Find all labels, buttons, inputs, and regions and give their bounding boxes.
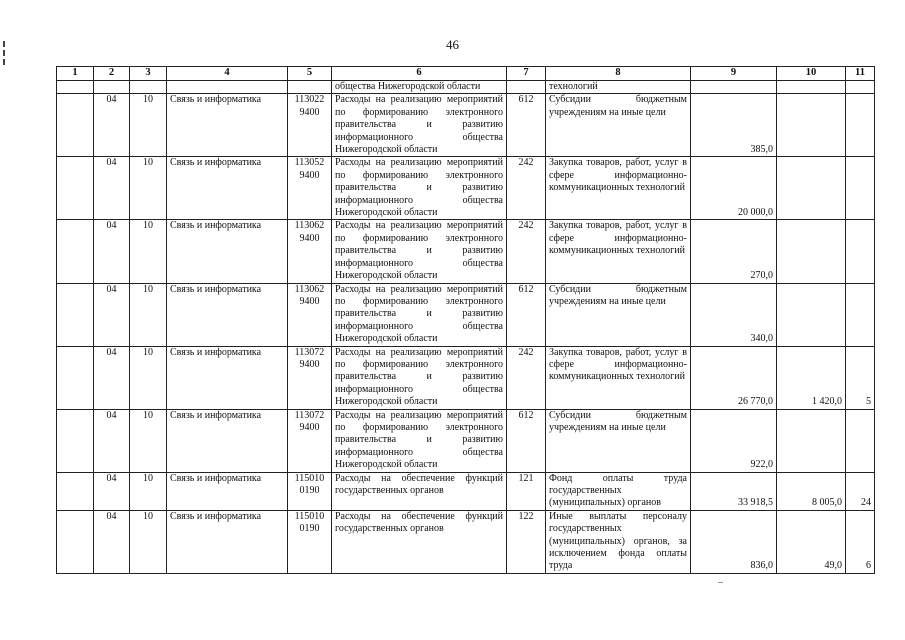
expense-type-code: 121 bbox=[507, 472, 546, 510]
empty-cell bbox=[57, 346, 94, 409]
subsection-code: 10 bbox=[130, 409, 167, 472]
expense-type-code: 122 bbox=[507, 510, 546, 573]
amount-col10 bbox=[777, 409, 846, 472]
table-row bbox=[57, 346, 875, 409]
expense-description: Расходы на обеспечение функций государственных органов bbox=[332, 472, 507, 510]
expense-description: Расходы на реализацию мероприятий по формированию электронного правительства и развитию информационного общества Нижегородской области bbox=[332, 220, 507, 283]
amount-col10 bbox=[777, 94, 846, 157]
section-name: Связь и информатика bbox=[167, 472, 288, 510]
expense-type-name: Субсидии бюджетным учреждениям на иные цели bbox=[546, 409, 691, 472]
table-row bbox=[57, 94, 875, 157]
expense-description: Расходы на реализацию мероприятий по формированию электронного правительства и развитию информационного общества Нижегородской области bbox=[332, 94, 507, 157]
expense-type-name: Фонд оплаты труда государственных (муниципальных) органов bbox=[546, 472, 691, 510]
amount-col11: 5 bbox=[846, 346, 875, 409]
target-article-code: 113072 9400 bbox=[288, 409, 332, 472]
expense-type-code: 242 bbox=[507, 346, 546, 409]
target-article-code: 115010 0190 bbox=[288, 472, 332, 510]
expense-type-name: Субсидии бюджетным учреждениям на иные цели bbox=[546, 94, 691, 157]
table-row bbox=[57, 409, 875, 472]
header-cell: 9 bbox=[691, 67, 777, 81]
table-row bbox=[57, 157, 875, 220]
target-article-code: 113052 9400 bbox=[288, 157, 332, 220]
amount-col9: 385,0 bbox=[691, 94, 777, 157]
subsection-code: 10 bbox=[130, 472, 167, 510]
continuation-row bbox=[57, 81, 875, 94]
expense-description: Расходы на реализацию мероприятий по формированию электронного правительства и развитию информационного общества Нижегородской области bbox=[332, 409, 507, 472]
amount-col10 bbox=[777, 157, 846, 220]
amount-col9: 836,0 bbox=[691, 510, 777, 573]
continuation-text: технологий bbox=[546, 81, 691, 94]
section-code: 04 bbox=[94, 283, 130, 346]
subsection-code: 10 bbox=[130, 346, 167, 409]
empty-cell bbox=[57, 472, 94, 510]
expense-type-name: Закупка товаров, работ, услуг в сфере информационно-коммуникационных технологий bbox=[546, 220, 691, 283]
target-article-code: 113062 9400 bbox=[288, 283, 332, 346]
amount-col11 bbox=[846, 157, 875, 220]
amount-col9: 270,0 bbox=[691, 220, 777, 283]
section-code: 04 bbox=[94, 510, 130, 573]
empty-cell bbox=[57, 220, 94, 283]
amount-col9: 33 918,5 bbox=[691, 472, 777, 510]
amount-col9: 340,0 bbox=[691, 283, 777, 346]
empty-cell bbox=[57, 510, 94, 573]
section-code: 04 bbox=[94, 409, 130, 472]
subsection-code: 10 bbox=[130, 220, 167, 283]
header-cell: 3 bbox=[130, 67, 167, 81]
section-name: Связь и информатика bbox=[167, 220, 288, 283]
table-row bbox=[57, 472, 875, 510]
expense-type-name: Иные выплаты персоналу государственных (муниципальных) органов, за исключением фонда оплаты труда bbox=[546, 510, 691, 573]
expense-type-code: 612 bbox=[507, 283, 546, 346]
subsection-code: 10 bbox=[130, 283, 167, 346]
header-cell: 5 bbox=[288, 67, 332, 81]
expense-type-name: Субсидии бюджетным учреждениям на иные цели bbox=[546, 283, 691, 346]
target-article-code: 115010 0190 bbox=[288, 510, 332, 573]
table-row bbox=[57, 283, 875, 346]
amount-col11 bbox=[846, 283, 875, 346]
expense-description: Расходы на обеспечение функций государственных органов bbox=[332, 510, 507, 573]
expense-type-name: Закупка товаров, работ, услуг в сфере информационно-коммуникационных технологий bbox=[546, 346, 691, 409]
amount-col10 bbox=[777, 220, 846, 283]
section-code: 04 bbox=[94, 220, 130, 283]
section-name: Связь и информатика bbox=[167, 157, 288, 220]
section-name: Связь и информатика bbox=[167, 94, 288, 157]
header-cell: 6 bbox=[332, 67, 507, 81]
amount-col11 bbox=[846, 220, 875, 283]
expense-description: Расходы на реализацию мероприятий по формированию электронного правительства и развитию информационного общества Нижегородской области bbox=[332, 346, 507, 409]
empty-cell bbox=[57, 409, 94, 472]
header-cell: 2 bbox=[94, 67, 130, 81]
header-cell: 11 bbox=[846, 67, 875, 81]
expense-type-code: 242 bbox=[507, 220, 546, 283]
subsection-code: 10 bbox=[130, 510, 167, 573]
expense-description: Расходы на реализацию мероприятий по формированию электронного правительства и развитию информационного общества Нижегородской области bbox=[332, 157, 507, 220]
empty-cell bbox=[57, 94, 94, 157]
table-row bbox=[57, 220, 875, 283]
amount-col9: 26 770,0 bbox=[691, 346, 777, 409]
header-cell: 10 bbox=[777, 67, 846, 81]
amount-col11 bbox=[846, 94, 875, 157]
section-code: 04 bbox=[94, 157, 130, 220]
section-name: Связь и информатика bbox=[167, 346, 288, 409]
amount-col10 bbox=[777, 283, 846, 346]
expense-type-code: 242 bbox=[507, 157, 546, 220]
amount-col9: 20 000,0 bbox=[691, 157, 777, 220]
expense-description: Расходы на реализацию мероприятий по формированию электронного правительства и развитию информационного общества Нижегородской области bbox=[332, 283, 507, 346]
expense-type-name: Закупка товаров, работ, услуг в сфере информационно-коммуникационных технологий bbox=[546, 157, 691, 220]
header-cell: 1 bbox=[57, 67, 94, 81]
expense-type-code: 612 bbox=[507, 409, 546, 472]
amount-col10: 49,0 bbox=[777, 510, 846, 573]
page-number: 46 bbox=[446, 37, 459, 52]
subsection-code: 10 bbox=[130, 157, 167, 220]
amount-col10: 8 005,0 bbox=[777, 472, 846, 510]
section-name: Связь и информатика bbox=[167, 283, 288, 346]
section-code: 04 bbox=[94, 346, 130, 409]
budget-table bbox=[56, 66, 875, 574]
header-row bbox=[57, 67, 875, 81]
header-cell: 7 bbox=[507, 67, 546, 81]
scan-mark bbox=[718, 582, 723, 583]
amount-col10: 1 420,0 bbox=[777, 346, 846, 409]
header-cell: 4 bbox=[167, 67, 288, 81]
amount-col11: 6 bbox=[846, 510, 875, 573]
section-code: 04 bbox=[94, 472, 130, 510]
target-article-code: 113062 9400 bbox=[288, 220, 332, 283]
empty-cell bbox=[57, 283, 94, 346]
expense-type-code: 612 bbox=[507, 94, 546, 157]
subsection-code: 10 bbox=[130, 94, 167, 157]
table-row bbox=[57, 510, 875, 573]
section-name: Связь и информатика bbox=[167, 510, 288, 573]
empty-cell bbox=[57, 157, 94, 220]
section-name: Связь и информатика bbox=[167, 409, 288, 472]
amount-col9: 922,0 bbox=[691, 409, 777, 472]
section-code: 04 bbox=[94, 94, 130, 157]
target-article-code: 113022 9400 bbox=[288, 94, 332, 157]
continuation-text: общества Нижегородской области bbox=[332, 81, 507, 94]
amount-col11: 24 bbox=[846, 472, 875, 510]
header-cell: 8 bbox=[546, 67, 691, 81]
target-article-code: 113072 9400 bbox=[288, 346, 332, 409]
amount-col11 bbox=[846, 409, 875, 472]
